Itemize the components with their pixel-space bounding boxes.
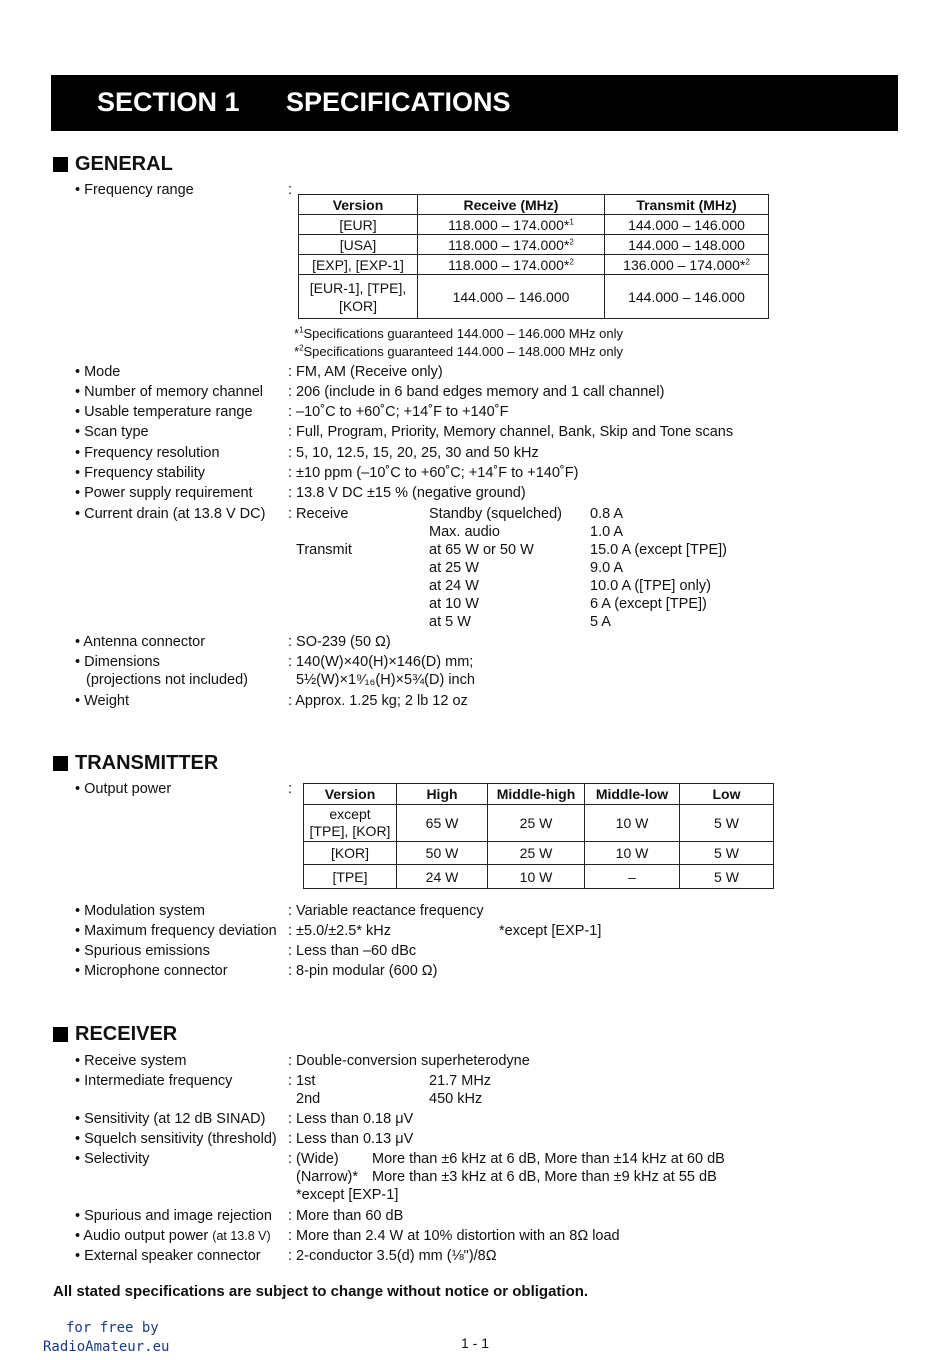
spec-value: : ±10 ppm (–10˚C to +60˚C; +14˚F to +140˚F) [288,465,579,481]
power-value: – [585,865,680,889]
drain-condition: at 5 W [429,614,471,630]
spec-value: : Less than –60 dBc [288,943,417,959]
freq-receive: 144.000 – 146.000 [418,275,605,319]
watermark-line-1: for free by [66,1320,159,1336]
section-number: SECTION 1 [97,87,240,117]
freq-version: [EXP], [EXP-1] [299,255,418,275]
frequency-table [298,194,769,319]
selectivity-narrow: (Narrow)* [296,1169,359,1185]
freq-receive: 118.000 – 174.000*$^2$ [418,255,605,275]
audio-output-value: : More than 2.4 W at 10% distortion with an 8Ω load [288,1228,620,1244]
power-value: 50 W [397,842,488,865]
footnote-2: *$^2$Specifications guaranteed 144.000 – 148.000 MHz only [294,343,623,359]
heading-transmitter-text: TRANSMITTER [75,752,219,774]
freq-transmit: 136.000 – 174.000*$^2$ [605,255,769,275]
dimensions-value-2: 5½(W)×1⁹⁄₁₆(H)×5¾(D) inch [296,672,475,688]
selectivity-narrow-value: More than ±3 kHz at 6 dB, More than ±9 kHz at 55 dB [372,1169,717,1185]
drain-current: 9.0 A [590,560,624,576]
drain-condition: at 25 W [429,560,479,576]
ext-speaker-label: • External speaker connector [75,1248,261,1264]
section-banner [51,75,898,131]
freq-transmit: 144.000 – 146.000 [605,215,769,235]
power-header-middle-low: Middle-low [585,784,680,805]
freq-transmit: 144.000 – 148.000 [605,235,769,255]
output-power-label: • Output power [75,781,172,797]
dimensions-label: • Dimensions [75,654,160,670]
heading-receiver-text: RECEIVER [75,1023,178,1045]
spec-value: : ±5.0/±2.5* kHz [288,923,391,939]
colon: : [288,182,293,198]
freq-row [299,235,769,255]
squelch-label: • Squelch sensitivity (threshold) [75,1131,277,1147]
audio-output-label: • Audio output power (at 13.8 V) [75,1228,271,1244]
power-version: [KOR] [304,842,397,865]
power-value: 24 W [397,865,488,889]
selectivity-note: *except [EXP-1] [296,1187,399,1203]
spec-label: • Mode [75,364,121,380]
watermark-line-2: RadioAmateur.eu [43,1339,170,1355]
power-header-version: Version [304,784,397,805]
weight-label: • Weight [75,693,129,709]
freq-receive: 118.000 – 174.000*$^1$ [418,215,605,235]
power-value: 10 W [585,805,680,842]
power-version: except [TPE], [KOR] [304,805,397,842]
power-value: 5 W [680,805,774,842]
spec-value: : FM, AM (Receive only) [288,364,443,380]
freq-header-version: Version [299,195,418,215]
spec-value: : 5, 10, 12.5, 15, 20, 25, 30 and 50 kHz [288,445,539,461]
freq-row [299,275,769,319]
freq-receive: 118.000 – 174.000*$^2$ [418,235,605,255]
spec-label: • Modulation system [75,903,205,919]
freq-version: [EUR] [299,215,418,235]
weight-value: : Approx. 1.25 kg; 2 lb 12 oz [288,693,468,709]
power-row [304,805,774,842]
spec-value: : 8-pin modular (600 Ω) [288,963,438,979]
sensitivity-value: : Less than 0.18 μV [288,1111,414,1127]
drain-condition: Standby (squelched) [429,506,562,522]
sensitivity-label: • Sensitivity (at 12 dB SINAD) [75,1111,266,1127]
freq-header-transmit: Transmit (MHz) [605,195,769,215]
heading-receiver [53,1023,177,1046]
freq-version: [EUR-1], [TPE], [KOR] [299,275,418,319]
heading-general-text: GENERAL [75,153,173,175]
power-value: 5 W [680,842,774,865]
disclaimer: All stated specifications are subject to change without notice or obligation. [53,1283,589,1300]
drain-current: 1.0 A [590,524,624,540]
spec-label: • Number of memory channel [75,384,264,400]
power-value: 25 W [488,805,585,842]
colon: : [288,781,293,797]
spec-value: : –10˚C to +60˚C; +14˚F to +140˚F [288,404,509,420]
spec-label: • Spurious emissions [75,943,210,959]
squelch-value: : Less than 0.13 μV [288,1131,414,1147]
drain-condition: at 65 W or 50 W [429,542,534,558]
power-value: 10 W [488,865,585,889]
spec-label: • Power supply requirement [75,485,253,501]
spec-label: • Usable temperature range [75,404,253,420]
selectivity-wide-value: More than ±6 kHz at 6 dB, More than ±14 kHz at 60 dB [372,1151,725,1167]
spec-value: : 13.8 V DC ±15 % (negative ground) [288,485,526,501]
if-1st: : 1st [288,1073,316,1089]
square-bullet-icon [53,1027,68,1042]
selectivity-wide: : (Wide) [288,1151,339,1167]
square-bullet-icon [53,157,68,172]
dimensions-value: : 140(W)×40(H)×146(D) mm; [288,654,474,670]
ext-speaker-value: : 2-conductor 3.5(d) mm (⅛")/8Ω [288,1248,497,1264]
spurious-rejection-value: : More than 60 dB [288,1208,404,1224]
spec-value: : Full, Program, Priority, Memory channel, Bank, Skip and Tone scans [288,424,734,440]
drain-condition: at 10 W [429,596,479,612]
freq-row [299,215,769,235]
drain-current: 5 A [590,614,611,630]
heading-transmitter [53,752,218,775]
drain-condition: Max. audio [429,524,500,540]
if-2nd: 2nd [296,1091,321,1107]
drain-current: 0.8 A [590,506,624,522]
drain-current: 6 A (except [TPE]) [590,596,707,612]
if-1st-value: 21.7 MHz [429,1073,492,1089]
spec-label: • Frequency resolution [75,445,220,461]
freq-row [299,255,769,275]
power-version: [TPE] [304,865,397,889]
receive-system-value: : Double-conversion superheterodyne [288,1053,530,1069]
drain-mode: Transmit [296,542,352,558]
antenna-label: • Antenna connector [75,634,206,650]
footnote-1: *$^1$Specifications guaranteed 144.000 – 146.000 MHz only [294,325,623,341]
page-number: 1 - 1 [461,1335,490,1351]
receive-system-label: • Receive system [75,1053,187,1069]
drain-current: 10.0 A ([TPE] only) [590,578,711,594]
antenna-value: : SO-239 (50 Ω) [288,634,391,650]
deviation-note: *except [EXP-1] [499,923,602,939]
spec-label: • Maximum frequency deviation [75,923,277,939]
power-value: 65 W [397,805,488,842]
power-value: 25 W [488,842,585,865]
freq-transmit: 144.000 – 146.000 [605,275,769,319]
power-value: 10 W [585,842,680,865]
power-header-low: Low [680,784,774,805]
freq-version: [USA] [299,235,418,255]
if-label: • Intermediate frequency [75,1073,233,1089]
spec-label: • Frequency stability [75,465,205,481]
power-row [304,842,774,865]
output-power-table [303,783,774,889]
spec-label: • Scan type [75,424,149,440]
square-bullet-icon [53,756,68,771]
spec-value: : 206 (include in 6 band edges memory and 1 call channel) [288,384,665,400]
selectivity-label: • Selectivity [75,1151,150,1167]
heading-general [53,153,173,176]
current-drain-label: • Current drain (at 13.8 V DC) [75,506,266,522]
drain-condition: at 24 W [429,578,479,594]
if-2nd-value: 450 kHz [429,1091,483,1107]
spurious-rejection-label: • Spurious and image rejection [75,1208,272,1224]
frequency-range-label: • Frequency range [75,182,194,198]
freq-header-receive: Receive (MHz) [418,195,605,215]
spec-value: : Variable reactance frequency [288,903,484,919]
power-row [304,865,774,889]
dimensions-label-2: (projections not included) [86,672,249,688]
drain-current: 15.0 A (except [TPE]) [590,542,728,558]
section-title: SPECIFICATIONS [286,87,511,117]
spec-label: • Microphone connector [75,963,228,979]
power-header-high: High [397,784,488,805]
power-header-middle-high: Middle-high [488,784,585,805]
drain-mode: : Receive [288,506,349,522]
power-value: 5 W [680,865,774,889]
